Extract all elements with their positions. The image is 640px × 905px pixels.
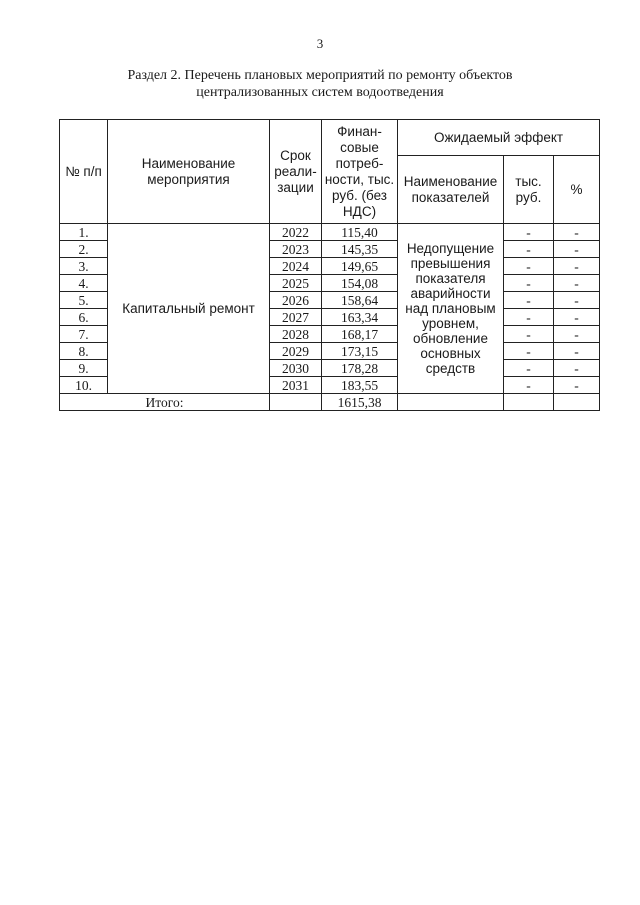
row-num: 8.: [60, 343, 108, 360]
row-num: 7.: [60, 326, 108, 343]
page-number: 3: [316, 36, 324, 51]
row-pct: -: [554, 343, 600, 360]
row-pct: -: [554, 275, 600, 292]
row-num: 1.: [60, 224, 108, 241]
total-empty-rub: [504, 394, 554, 411]
row-pct: -: [554, 309, 600, 326]
row-cost: 158,64: [322, 292, 398, 309]
total-empty-term: [270, 394, 322, 411]
row-rub: -: [504, 343, 554, 360]
row-rub: -: [504, 360, 554, 377]
row-year: 2022: [270, 224, 322, 241]
row-num: 3.: [60, 258, 108, 275]
row-rub: -: [504, 326, 554, 343]
row-year: 2028: [270, 326, 322, 343]
total-empty-pct: [554, 394, 600, 411]
header-percent: %: [554, 156, 600, 224]
row-year: 2023: [270, 241, 322, 258]
header-indicator-name: Наименование показателей: [398, 156, 504, 224]
total-empty-indicator: [398, 394, 504, 411]
row-pct: -: [554, 360, 600, 377]
row-pct: -: [554, 224, 600, 241]
row-num: 6.: [60, 309, 108, 326]
row-rub: -: [504, 309, 554, 326]
header-cost: Финан-совые потреб-ности, тыс. руб. (без НДС): [322, 120, 398, 224]
row-year: 2030: [270, 360, 322, 377]
header-thousand-rub: тыс. руб.: [504, 156, 554, 224]
row-pct: -: [554, 258, 600, 275]
row-cost: 145,35: [322, 241, 398, 258]
measure-name: Капитальный ремонт: [108, 224, 270, 394]
row-rub: -: [504, 241, 554, 258]
row-cost: 183,55: [322, 377, 398, 394]
row-year: 2026: [270, 292, 322, 309]
total-cost: 1615,38: [322, 394, 398, 411]
row-num: 4.: [60, 275, 108, 292]
row-num: 2.: [60, 241, 108, 258]
row-rub: -: [504, 377, 554, 394]
row-cost: 115,40: [322, 224, 398, 241]
row-rub: -: [504, 224, 554, 241]
row-rub: -: [504, 292, 554, 309]
effect-text: Недопущение превышения показателя аварийности над плановым уровнем, обновление основных средств: [398, 224, 504, 394]
row-cost: 168,17: [322, 326, 398, 343]
plan-table: [59, 119, 600, 411]
row-rub: -: [504, 275, 554, 292]
row-cost: 163,34: [322, 309, 398, 326]
row-cost: 178,28: [322, 360, 398, 377]
table-row: [60, 224, 600, 241]
header-effect: Ожидаемый эффект: [398, 120, 600, 156]
section-title-line-2: централизованных систем водоотведения: [196, 85, 444, 100]
row-year: 2024: [270, 258, 322, 275]
row-year: 2025: [270, 275, 322, 292]
header-measure: Наименование мероприятия: [108, 120, 270, 224]
row-num: 10.: [60, 377, 108, 394]
row-cost: 154,08: [322, 275, 398, 292]
row-num: 9.: [60, 360, 108, 377]
row-year: 2029: [270, 343, 322, 360]
row-cost: 173,15: [322, 343, 398, 360]
header-term: Срок реали-зации: [270, 120, 322, 224]
section-title-line-1: Раздел 2. Перечень плановых мероприятий по ремонту объектов: [127, 68, 513, 83]
header-num: № п/п: [60, 120, 108, 224]
row-pct: -: [554, 241, 600, 258]
section-title: [90, 67, 550, 101]
row-cost: 149,65: [322, 258, 398, 275]
total-label: Итого:: [60, 394, 270, 411]
row-rub: -: [504, 258, 554, 275]
row-pct: -: [554, 377, 600, 394]
row-year: 2031: [270, 377, 322, 394]
row-year: 2027: [270, 309, 322, 326]
row-num: 5.: [60, 292, 108, 309]
total-row: [60, 394, 600, 411]
row-pct: -: [554, 292, 600, 309]
row-pct: -: [554, 326, 600, 343]
